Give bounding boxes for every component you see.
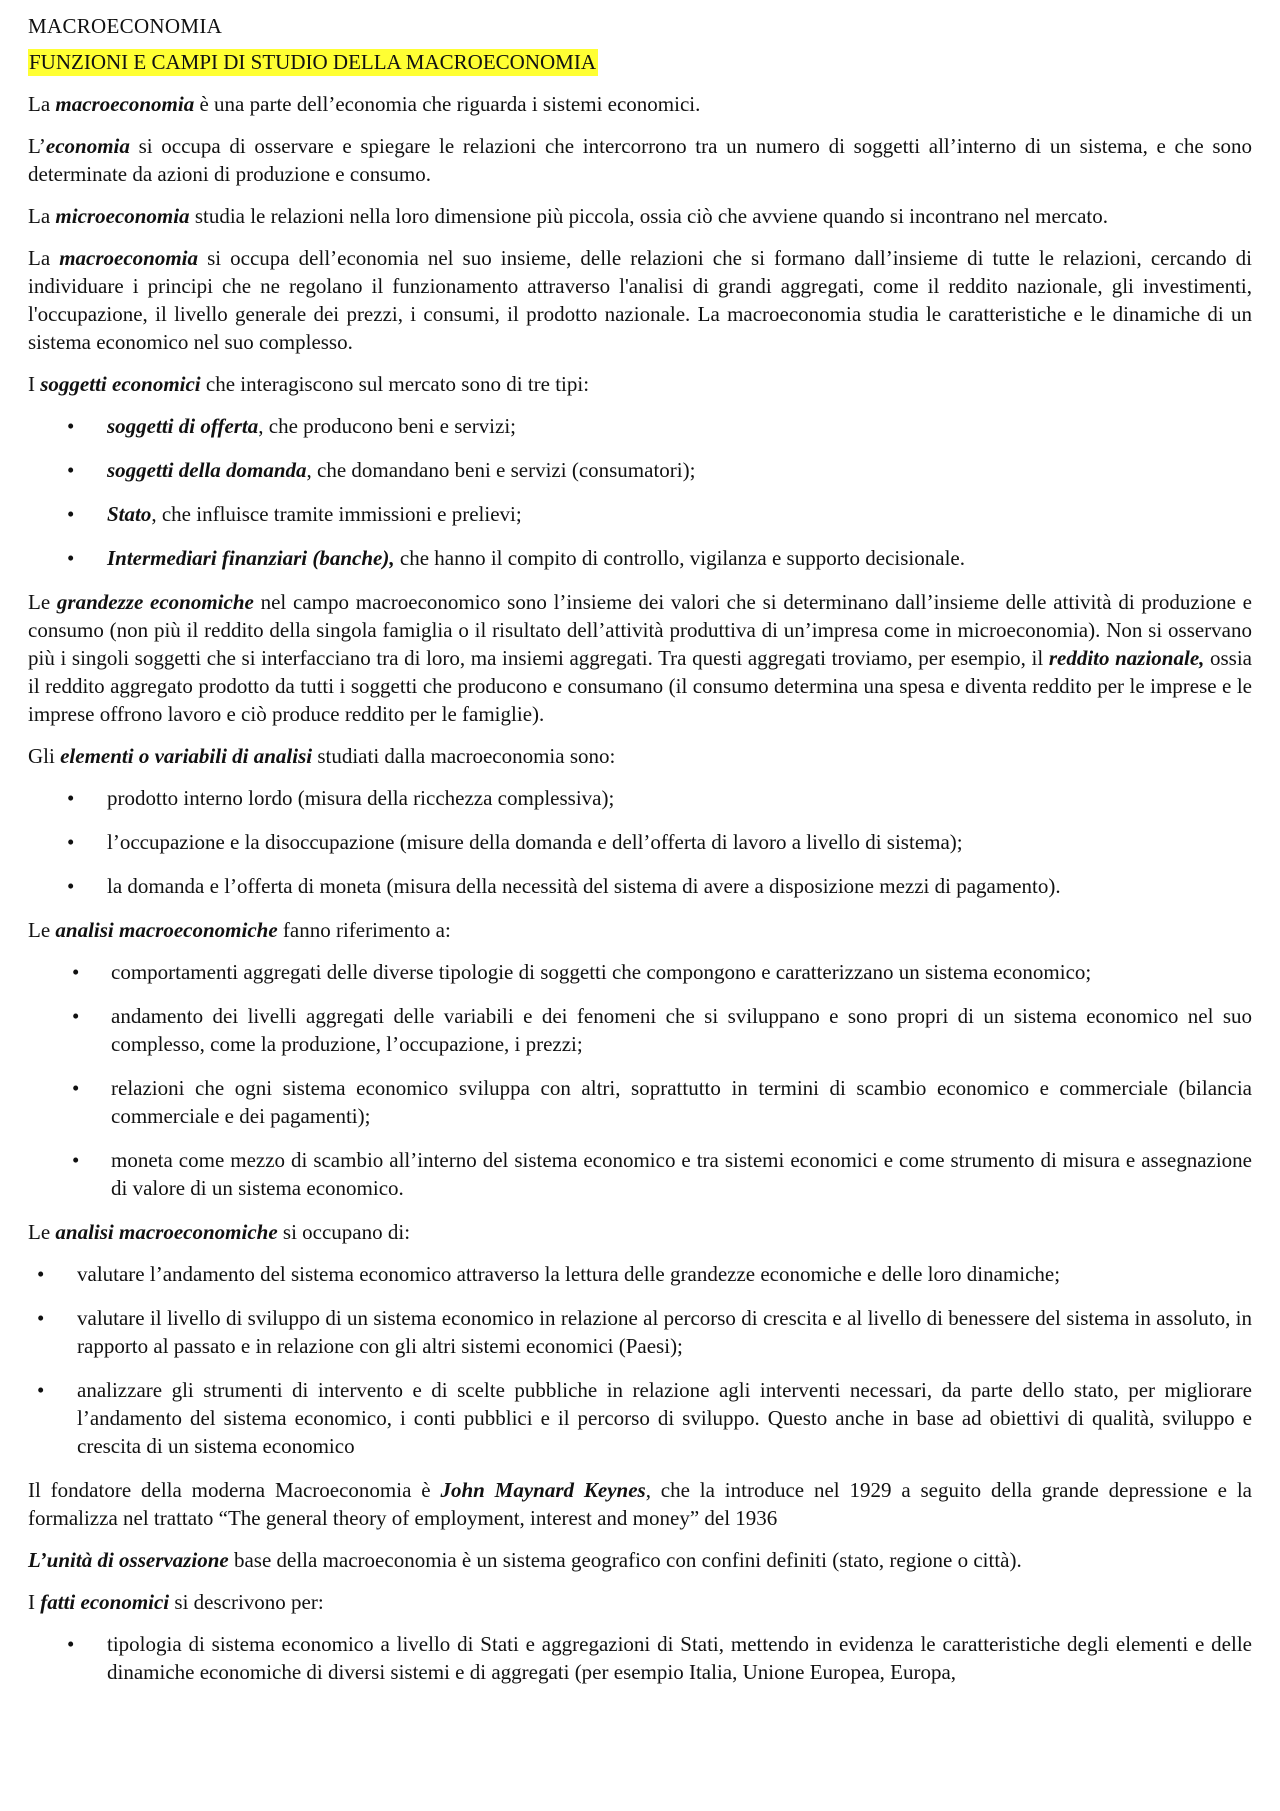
bullet-icon: • xyxy=(72,960,80,984)
list-item: • la domanda e l’offerta di moneta (misura della necessità del sistema di avere a disposizione mezzi di pagamento). xyxy=(67,874,1061,898)
list-item: • l’occupazione e la disoccupazione (misure della domanda e dell’offerta di lavoro a livello di sistema); xyxy=(67,830,963,854)
list-item: • valutare l’andamento del sistema economico attraverso la lettura delle grandezze economiche e delle loro dinamiche; xyxy=(37,1262,1061,1286)
bullet-icon: • xyxy=(37,1378,45,1402)
bullet-icon: • xyxy=(67,1632,75,1656)
list-item: • Stato, che influisce tramite immissioni e prelievi; xyxy=(67,502,522,526)
list-item: • analizzare gli strumenti di intervento e di scelte pubbliche in relazione agli interventi necessari, da parte dello stato, per migliorare l’andamento del sistema economico, i conti pubblici e il percorso di sviluppo. Questo anche in base ad obiettivi di qualità, sviluppo e crescita di un sistema economico xyxy=(37,1378,1252,1458)
bullet-icon: • xyxy=(72,1076,80,1100)
paragraph-grandezze-economiche: Le grandezze economiche nel campo macroeconomico sono l’insieme dei valori che si determinano dall’insieme delle attività di produzione e consumo (non più il reddito della singola famiglia o il risultato dell’attività produttiva di un’impresa come in microeconomia). Non si osservano più i singoli soggetti che si interfacciano tra di loro, ma insiemi aggregati. Tra questi aggregati troviamo, per esempio, il reddito nazionale, ossia il reddito aggregato prodotto da tutti i soggetti che producono e consumano (il consumo determina una spesa e diventa reddito per le imprese e le imprese offrono lavoro e ciò produce reddito per le famiglie). xyxy=(28,590,1253,726)
list-variabili-analisi xyxy=(28,784,1252,900)
section-heading xyxy=(28,48,1252,76)
paragraph-macroeconomia-definition: La macroeconomia è una parte dell’economia che riguarda i sistemi economici. xyxy=(28,92,701,116)
paragraph-analisi-occupano-intro: Le analisi macroeconomiche si occupano di: xyxy=(28,1220,411,1244)
paragraph-economia: L’economia si occupa di osservare e spiegare le relazioni che intercorrono tra un numero di soggetti all’interno di un sistema, e che sono determinate da azioni di produzione e consumo. xyxy=(28,134,1252,186)
list-fatti-economici xyxy=(28,1630,1252,1686)
list-item: • valutare il livello di sviluppo di un sistema economico in relazione al percorso di crescita e al livello di benessere del sistema in assoluto, in rapporto al passato e in relazione con gli altri sistemi economici (Paesi); xyxy=(37,1306,1252,1358)
bullet-icon: • xyxy=(67,786,75,810)
paragraph-analisi-riferimento-intro: Le analisi macroeconomiche fanno riferimento a: xyxy=(28,918,451,942)
paragraph-microeconomia: La microeconomia studia le relazioni nella loro dimensione più piccola, ossia ciò che avviene quando si incontrano nel mercato. xyxy=(28,204,1109,228)
list-item: • comportamenti aggregati delle diverse tipologie di soggetti che compongono e caratterizzano un sistema economico; xyxy=(72,960,1092,984)
bullet-icon: • xyxy=(72,1004,80,1028)
list-item: • prodotto interno lordo (misura della ricchezza complessiva); xyxy=(67,786,615,810)
bullet-icon: • xyxy=(67,458,75,482)
list-item: • tipologia di sistema economico a livello di Stati e aggregazioni di Stati, mettendo in evidenza le caratteristiche degli elementi e delle dinamiche economiche di diversi sistemi e di aggregati (per esempio Italia, Unione Europea, Europa, xyxy=(67,1632,1252,1684)
paragraph-variabili-intro: Gli elementi o variabili di analisi studiati dalla macroeconomia sono: xyxy=(28,744,616,768)
bullet-icon: • xyxy=(67,874,75,898)
list-item: • soggetti della domanda, che domandano beni e servizi (consumatori); xyxy=(67,458,696,482)
list-analisi-riferimento xyxy=(28,958,1252,1202)
bullet-icon: • xyxy=(67,830,75,854)
paragraph-unita-osservazione: L’unità di osservazione base della macroeconomia è un sistema geografico con confini definiti (stato, regione o città). xyxy=(28,1548,1022,1572)
bullet-icon: • xyxy=(37,1306,45,1330)
paragraph-fatti-economici-intro: I fatti economici si descrivono per: xyxy=(28,1590,324,1614)
bullet-icon: • xyxy=(67,502,75,526)
list-soggetti-economici xyxy=(28,412,1252,572)
bullet-icon: • xyxy=(67,414,75,438)
paragraph-soggetti-intro: I soggetti economici che interagiscono sul mercato sono di tre tipi: xyxy=(28,372,590,396)
bullet-icon: • xyxy=(67,546,75,570)
paragraph-macroeconomia-scope: La macroeconomia si occupa dell’economia nel suo insieme, delle relazioni che si formano dall’insieme di tutte le relazioni, cercando di individuare i principi che ne regolano il funzionamento attraverso l'analisi di grandi aggregati, come il reddito nazionale, gli investimenti, l'occupazione, il livello generale dei prezzi, i consumi, il prodotto nazionale. La macroeconomia studia le caratteristiche e le dinamiche di un sistema economico nel suo complesso. xyxy=(28,246,1252,354)
list-item: • soggetti di offerta, che producono beni e servizi; xyxy=(67,414,517,438)
list-item: • Intermediari finanziari (banche), che hanno il compito di controllo, vigilanza e supporto decisionale. xyxy=(67,546,965,570)
bullet-icon: • xyxy=(72,1148,80,1172)
list-item: • relazioni che ogni sistema economico sviluppa con altri, soprattutto in termini di scambio economico e commerciale (bilancia commerciale e dei pagamenti); xyxy=(72,1076,1252,1128)
bullet-icon: • xyxy=(37,1262,45,1286)
list-item: • andamento dei livelli aggregati delle variabili e dei fenomeni che si sviluppano e sono propri di un sistema economico nel suo complesso, come la produzione, l’occupazione, i prezzi; xyxy=(72,1004,1252,1056)
document-title: MACROECONOMIA xyxy=(28,14,223,38)
paragraph-keynes: Il fondatore della moderna Macroeconomia è John Maynard Keynes, che la introduce nel 1929 a seguito della grande depressione e la formalizza nel trattato “The general theory of employment, interest and money” del 1936 xyxy=(28,1478,1252,1530)
list-item: • moneta come mezzo di scambio all’interno del sistema economico e tra sistemi economici e come strumento di misura e assegnazione di valore di un sistema economico. xyxy=(72,1148,1252,1200)
highlighted-heading-text: FUNZIONI E CAMPI DI STUDIO DELLA MACROECONOMIA xyxy=(29,50,596,74)
list-analisi-occupano xyxy=(28,1260,1252,1460)
